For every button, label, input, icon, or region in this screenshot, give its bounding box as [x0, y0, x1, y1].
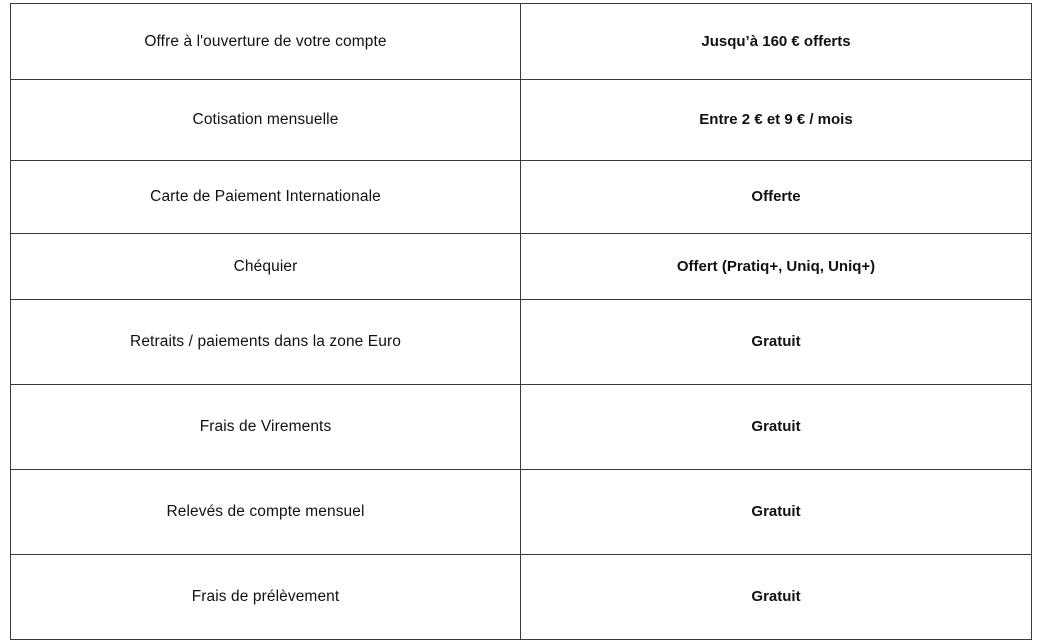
row-label: Relevés de compte mensuel — [11, 470, 521, 555]
table-row — [11, 4, 1032, 80]
row-label: Offre à l'ouverture de votre compte — [11, 4, 521, 80]
table-row — [11, 555, 1032, 640]
table-row — [11, 470, 1032, 555]
row-label: Chéquier — [11, 234, 521, 300]
row-value: Offerte — [521, 161, 1032, 234]
row-label: Frais de Virements — [11, 385, 521, 470]
table-row — [11, 161, 1032, 234]
row-label: Frais de prélèvement — [11, 555, 521, 640]
table-row — [11, 80, 1032, 161]
row-value: Jusqu’à 160 € offerts — [521, 4, 1032, 80]
row-value: Gratuit — [521, 300, 1032, 385]
table-row — [11, 234, 1032, 300]
row-label: Retraits / paiements dans la zone Euro — [11, 300, 521, 385]
row-value: Offert (Pratiq+, Uniq, Uniq+) — [521, 234, 1032, 300]
row-label: Carte de Paiement Internationale — [11, 161, 521, 234]
row-value: Entre 2 € et 9 € / mois — [521, 80, 1032, 161]
pricing-table — [10, 3, 1032, 640]
row-label: Cotisation mensuelle — [11, 80, 521, 161]
table-row — [11, 300, 1032, 385]
row-value: Gratuit — [521, 555, 1032, 640]
table-row — [11, 385, 1032, 470]
row-value: Gratuit — [521, 385, 1032, 470]
pricing-table-container — [10, 3, 1031, 640]
row-value: Gratuit — [521, 470, 1032, 555]
